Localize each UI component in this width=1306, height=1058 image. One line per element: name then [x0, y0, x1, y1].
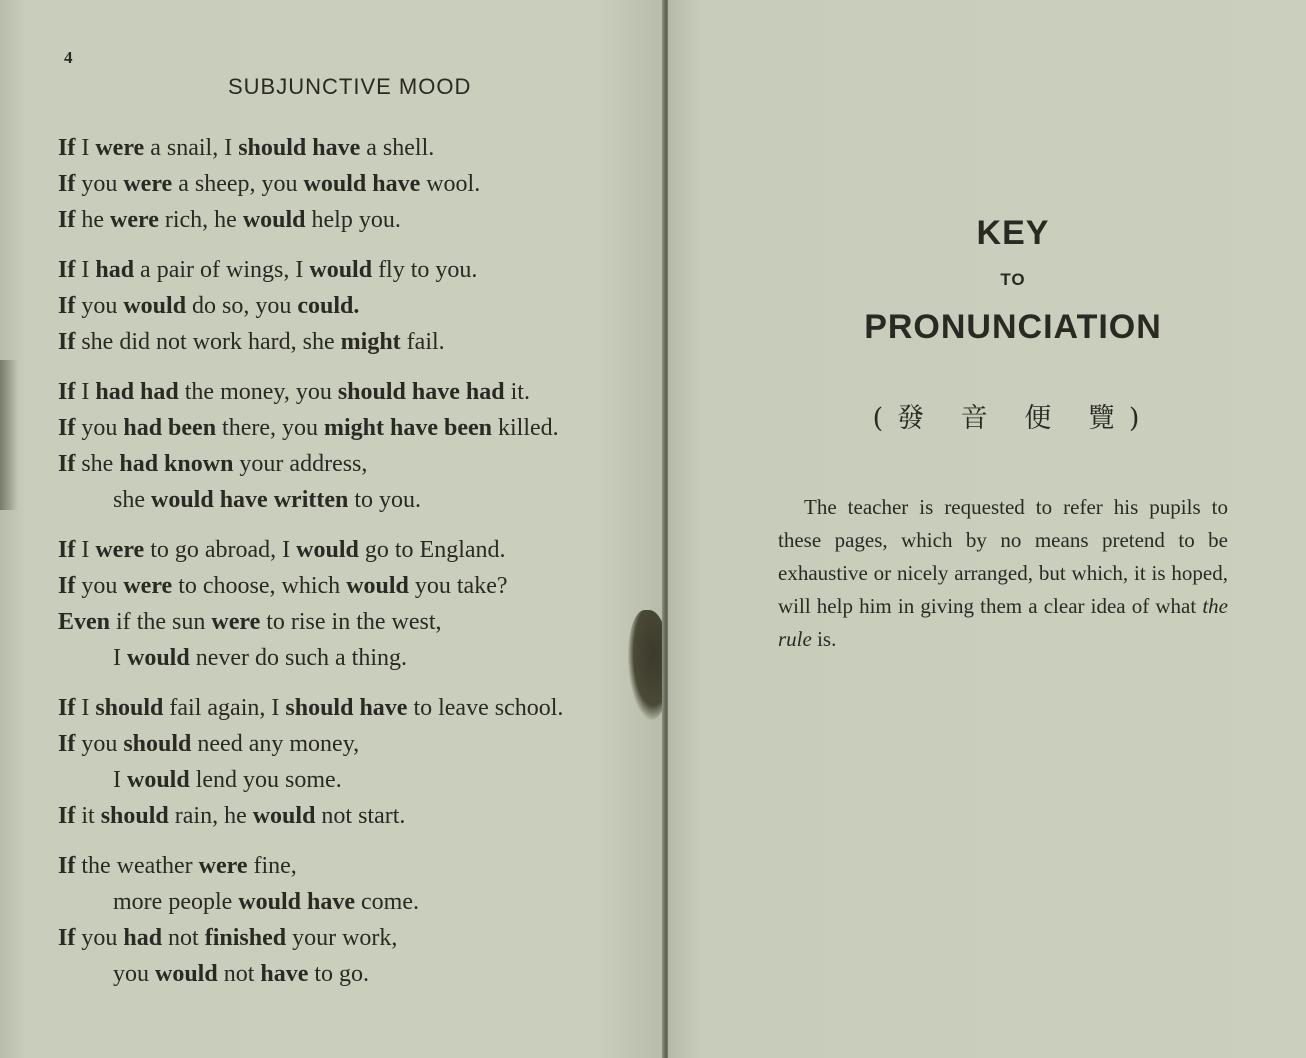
sentence-line: If I were a snail, I should have a shell.: [58, 135, 435, 161]
sentence-line: If I should fail again, I should have to leave school.: [58, 695, 564, 721]
sentence-line: you would not have to go.: [113, 961, 370, 987]
sentence-line: more people would have come.: [113, 889, 419, 915]
section-title-to: TO: [1000, 270, 1026, 289]
right-page: [668, 0, 1306, 1058]
sentence-line: If he were rich, he would help you.: [58, 207, 401, 233]
sentence-line: If I were to go abroad, I would go to England.: [58, 537, 506, 563]
sentence-line: If she did not work hard, she might fail.: [58, 329, 445, 355]
stanza: [58, 690, 648, 834]
stanza: [58, 374, 648, 518]
sentence-line: If you were a sheep, you would have wool.: [58, 171, 481, 197]
intro-text: The teacher is requested to refer his pupils to these pages, which by no means pretend to be exhaustive or nicely arranged, but which, it is hoped, will help him in giving them a clear idea of what: [778, 495, 1228, 618]
sentence-line: If it should rain, he would not start.: [58, 803, 406, 829]
sentence-line: If you had not finished your work,: [58, 925, 398, 951]
sentence-line: If you should need any money,: [58, 731, 360, 757]
stanza: [58, 130, 648, 238]
sentence-line: If the weather were fine,: [58, 853, 297, 879]
intro-italic: the rule: [778, 594, 1228, 651]
sentence-line: If you would do so, you could.: [58, 293, 360, 319]
page-number: 4: [64, 48, 73, 67]
sentence-line: she would have written to you.: [113, 487, 422, 513]
example-sentences: [58, 130, 648, 1006]
stanza: [58, 848, 648, 992]
sentence-line: If you were to choose, which would you take?: [58, 573, 508, 599]
sentence-line: I would never do such a thing.: [113, 645, 407, 671]
intro-paragraph: [778, 491, 1228, 656]
sentence-line: If she had known your address,: [58, 451, 368, 477]
sentence-line: If you had been there, you might have been killed.: [58, 415, 559, 441]
sentence-line: Even if the sun were to rise in the west,: [58, 609, 442, 635]
section-title-key: KEY: [976, 214, 1050, 252]
section-title-pronunciation: PRONUNCIATION: [864, 308, 1162, 346]
chinese-subtitle: (發 音 便 覽): [872, 403, 1154, 434]
stanza: [58, 252, 648, 360]
sentence-line: If I had had the money, you should have had it.: [58, 379, 530, 405]
page-edge-shadow: [0, 360, 18, 510]
running-head: SUBJUNCTIVE MOOD: [228, 74, 472, 99]
intro-end: is.: [811, 627, 837, 651]
sentence-line: If I had a pair of wings, I would fly to you.: [58, 257, 478, 283]
sentence-line: I would lend you some.: [113, 767, 342, 793]
stanza: [58, 532, 648, 676]
